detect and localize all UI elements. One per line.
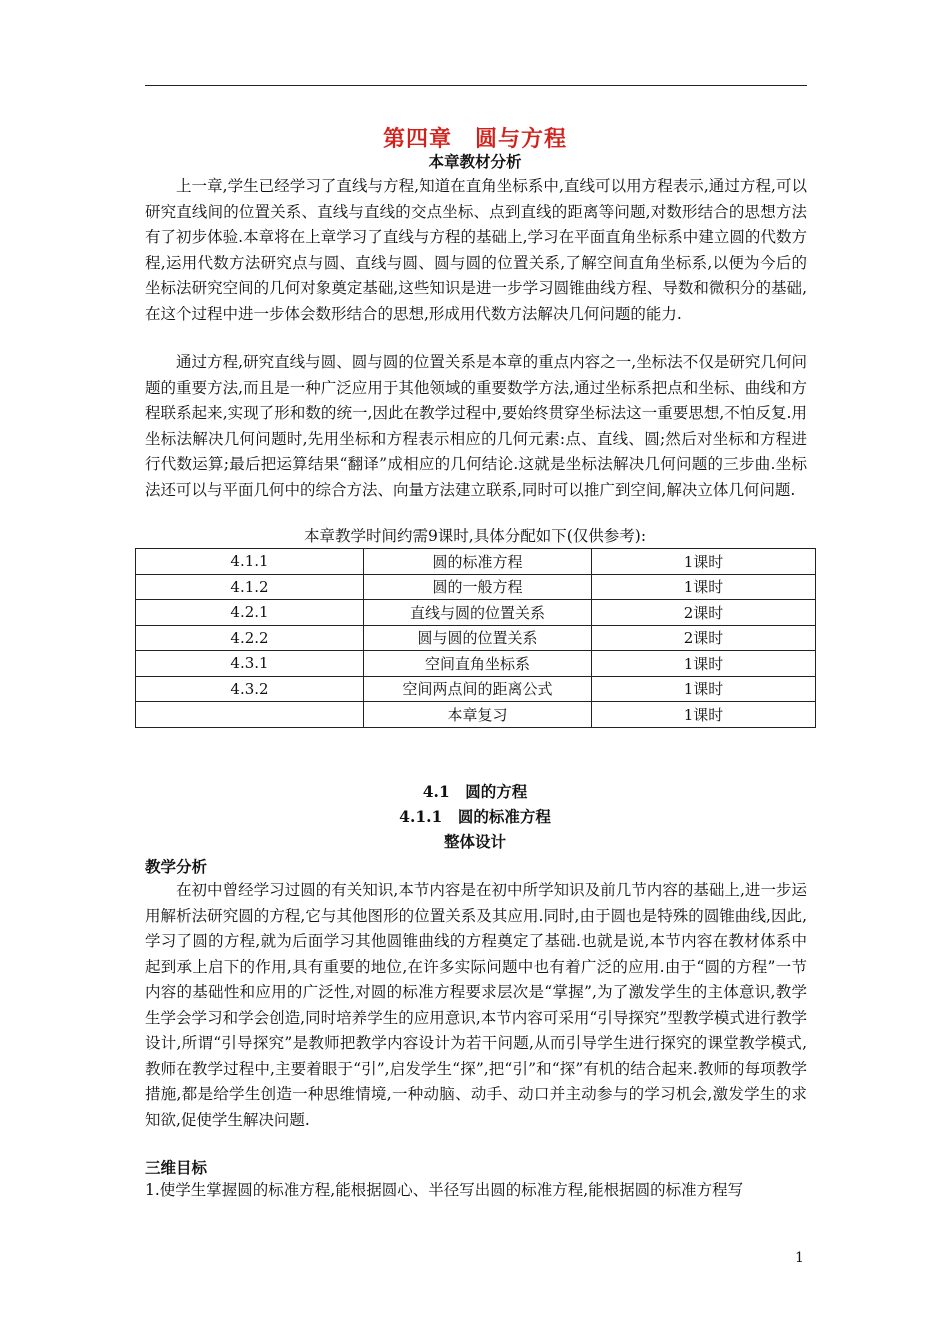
- teaching-analysis-heading: 教学分析: [145, 857, 208, 876]
- chapter-title: 第四章 圆与方程: [382, 126, 567, 152]
- objective-1: 1.使学生掌握圆的标准方程,能根据圆心、半径写出圆的标准方程,能根据圆的标准方程写: [145, 1181, 744, 1199]
- table-row: [136, 600, 816, 626]
- table-row: [136, 549, 816, 575]
- paragraph-2: 通过方程,研究直线与圆、圆与圆的位置关系是本章的重点内容之一,坐标法不仅是研究几何问题的重要方法,而且是一种广泛应用于其他领域的重要数学方法,通过坐标系把点和坐标、曲线和方程联系起来,实现了形和数的统一,因此在教学过程中,要始终贯穿坐标法这一重要思想,不怕反复.用坐标法解决几何问题时,先用坐标和方程表示相应的几何元素:点、直线、圆;然后对坐标和方程进行代数运算;最后把运算结果“翻译”成相应的几何结论.这就是坐标法解决几何问题的三步曲.坐标法还可以与平面几何中的综合方法、向量方法建立联系,同时可以推广到空间,解决立体几何问题.: [145, 353, 807, 499]
- table-row: [136, 676, 816, 702]
- table-cell-section: 4.3.2: [136, 676, 364, 702]
- table-cell-topic: 空间两点间的距离公式: [364, 676, 592, 702]
- page-number: 1: [795, 1250, 804, 1266]
- table-row: [136, 574, 816, 600]
- table-cell-hours: 1课时: [592, 702, 816, 728]
- subsection-heading: 4.1.1 圆的标准方程: [399, 807, 551, 826]
- table-cell-section: 4.2.2: [136, 625, 364, 651]
- table-cell-topic: 圆的标准方程: [364, 549, 592, 575]
- table-row: [136, 651, 816, 677]
- table-cell-hours: 1课时: [592, 651, 816, 677]
- table-cell-hours: 2课时: [592, 600, 816, 626]
- table-cell-topic: 直线与圆的位置关系: [364, 600, 592, 626]
- table-row: [136, 625, 816, 651]
- analysis-heading: 本章教材分析: [428, 152, 522, 171]
- table-cell-hours: 1课时: [592, 676, 816, 702]
- table-cell-section: 4.1.1: [136, 549, 364, 575]
- design-heading: 整体设计: [443, 832, 506, 851]
- table-cell-hours: 1课时: [592, 549, 816, 575]
- schedule-intro: 本章教学时间约需9课时,具体分配如下(仅供参考):: [303, 527, 647, 545]
- table-row: [136, 702, 816, 728]
- paragraph-1: 上一章,学生已经学习了直线与方程,知道在直角坐标系中,直线可以用方程表示,通过方程,可以研究直线间的位置关系、直线与直线的交点坐标、点到直线的距离等问题,对数形结合的思想方法有了初步体验.本章将在上章学习了直线与方程的基础上,学习在平面直角坐标系中建立圆的代数方程,运用代数方法研究点与圆、直线与圆、圆与圆的位置关系,了解空间直角坐标系,以便为今后的坐标法研究空间的几何对象奠定基础,这些知识是进一步学习圆锥曲线方程、导数和微积分的基础,在这个过程中进一步体会数形结合的思想,形成用代数方法解决几何问题的能力.: [145, 177, 807, 323]
- table-cell-topic: 本章复习: [364, 702, 592, 728]
- objectives-heading: 三维目标: [145, 1158, 208, 1177]
- teaching-analysis-paragraph: 在初中曾经学习过圆的有关知识,本节内容是在初中所学知识及前几节内容的基础上,进一步运用解析法研究圆的方程,它与其他图形的位置关系及其应用.同时,由于圆也是特殊的圆锥曲线,因此,学习了圆的方程,就为后面学习其他圆锥曲线的方程奠定了基础.也就是说,本节内容在教材体系中起到承上启下的作用,具有重要的地位,在许多实际问题中也有着广泛的应用.由于“圆的方程”一节内容的基础性和应用的广泛性,对圆的标准方程要求层次是“掌握”,为了激发学生的主体意识,教学生学会学习和学会创造,同时培养学生的应用意识,本节内容可采用“引导探究”型教学模式进行教学设计,所谓“引导探究”是教师把教学内容设计为若干问题,从而引导学生进行探究的课堂教学模式,教师在教学过程中,主要着眼于“引”,启发学生“探”,把“引”和“探”有机的结合起来.教师的每项教学措施,都是给学生创造一种思维情境,一种动脑、动手、动口并主动参与的学习机会,激发学生的求知欲,促使学生解决问题.: [145, 881, 807, 1129]
- table-cell-topic: 空间直角坐标系: [364, 651, 592, 677]
- header-rule: [145, 85, 807, 86]
- table-cell-section: [136, 702, 364, 728]
- table-cell-hours: 2课时: [592, 625, 816, 651]
- table-cell-topic: 圆与圆的位置关系: [364, 625, 592, 651]
- table-cell-section: 4.2.1: [136, 600, 364, 626]
- table-cell-topic: 圆的一般方程: [364, 574, 592, 600]
- table-cell-hours: 1课时: [592, 574, 816, 600]
- schedule-table: [135, 548, 816, 728]
- table-cell-section: 4.1.2: [136, 574, 364, 600]
- section-heading: 4.1 圆的方程: [422, 782, 528, 801]
- table-cell-section: 4.3.1: [136, 651, 364, 677]
